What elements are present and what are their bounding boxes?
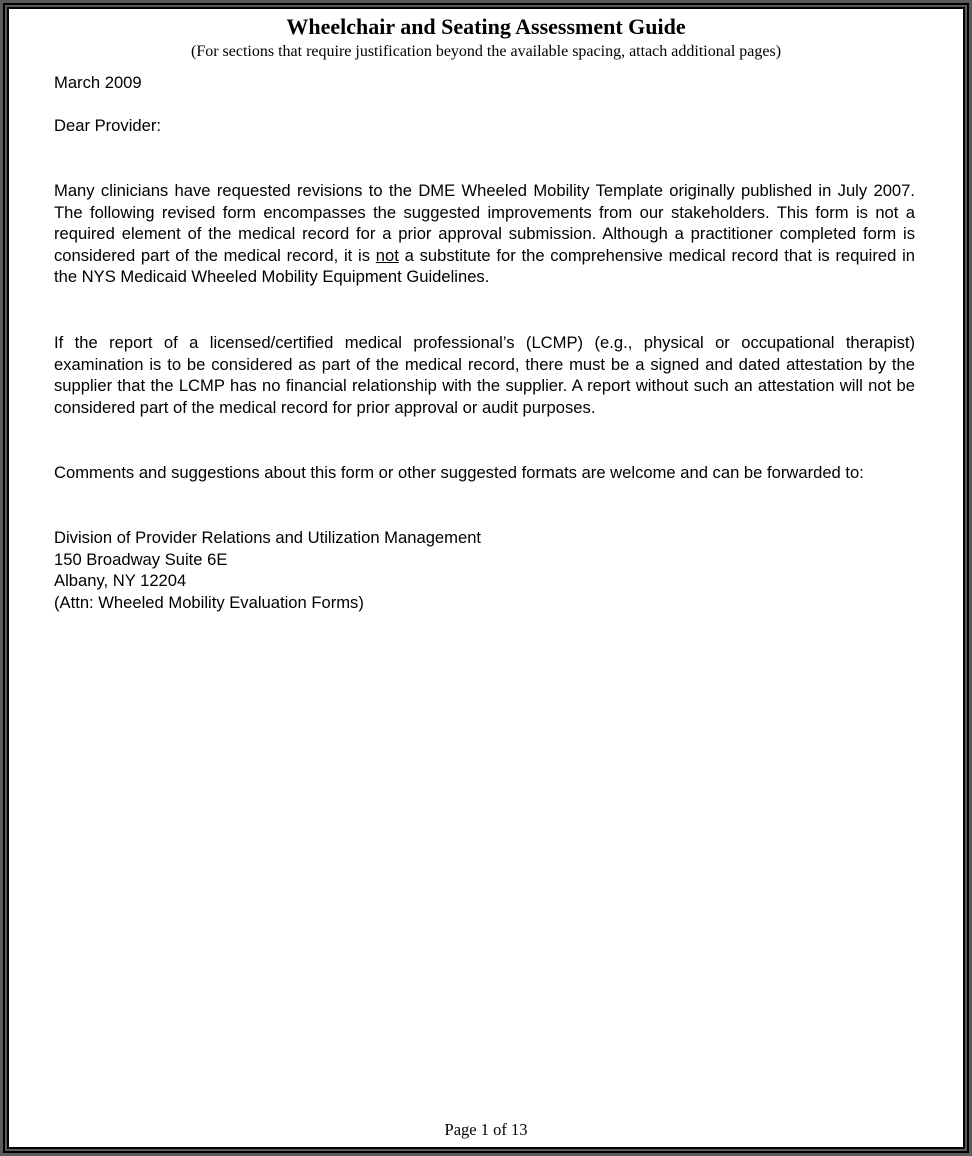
paragraph-1 (54, 180, 915, 288)
document-page (7, 7, 965, 1149)
paragraph-1-text-end: a substitute for the comprehensive medical record that is required in the NYS Medicaid Wheeled Mobility Equipment Guidelines. (54, 245, 915, 287)
page-outer-border (3, 3, 969, 1153)
document-subtitle: (For sections that require justification beyond the available spacing, attach additional pages) (190, 43, 782, 60)
address-line: Division of Provider Relations and Utilization Management (54, 528, 482, 547)
paragraph-1-text: Many clinicians have requested revisions to the DME Wheeled Mobility Template originally published in July 2007. The following revised form encompasses the suggested improvements from our stakeholders. This form is not a required element of the medical record for a prior approval submission. Although a practitioner completed form is considered part of the medical record, it is (54, 181, 915, 265)
mailing-address (54, 527, 915, 613)
emphasis-not: not (375, 245, 399, 265)
paragraph-2: If the report of a licensed/certified medical professional’s (LCMP) (e.g., physical or occupational therapist) examination is to be considered as part of the medical record, there must be a signed and dated attestation by the supplier that the LCMP has no financial relationship with the supplier. A report without such an attestation will not be considered part of the medical record for prior approval or audit purposes. (54, 333, 915, 417)
paragraph-3: Comments and suggestions about this form or other suggested formats are welcome and can be forwarded to: (54, 463, 864, 482)
address-line: Albany, NY 12204 (54, 571, 187, 591)
address-line: (Attn: Wheeled Mobility Evaluation Forms) (54, 592, 364, 612)
letter-date: March 2009 (54, 73, 142, 92)
document-title: Wheelchair and Seating Assessment Guide (286, 14, 686, 39)
page-number: Page 1 of 13 (444, 1120, 528, 1139)
address-line: 150 Broadway Suite 6E (54, 549, 228, 569)
letter-salutation: Dear Provider: (54, 116, 161, 135)
